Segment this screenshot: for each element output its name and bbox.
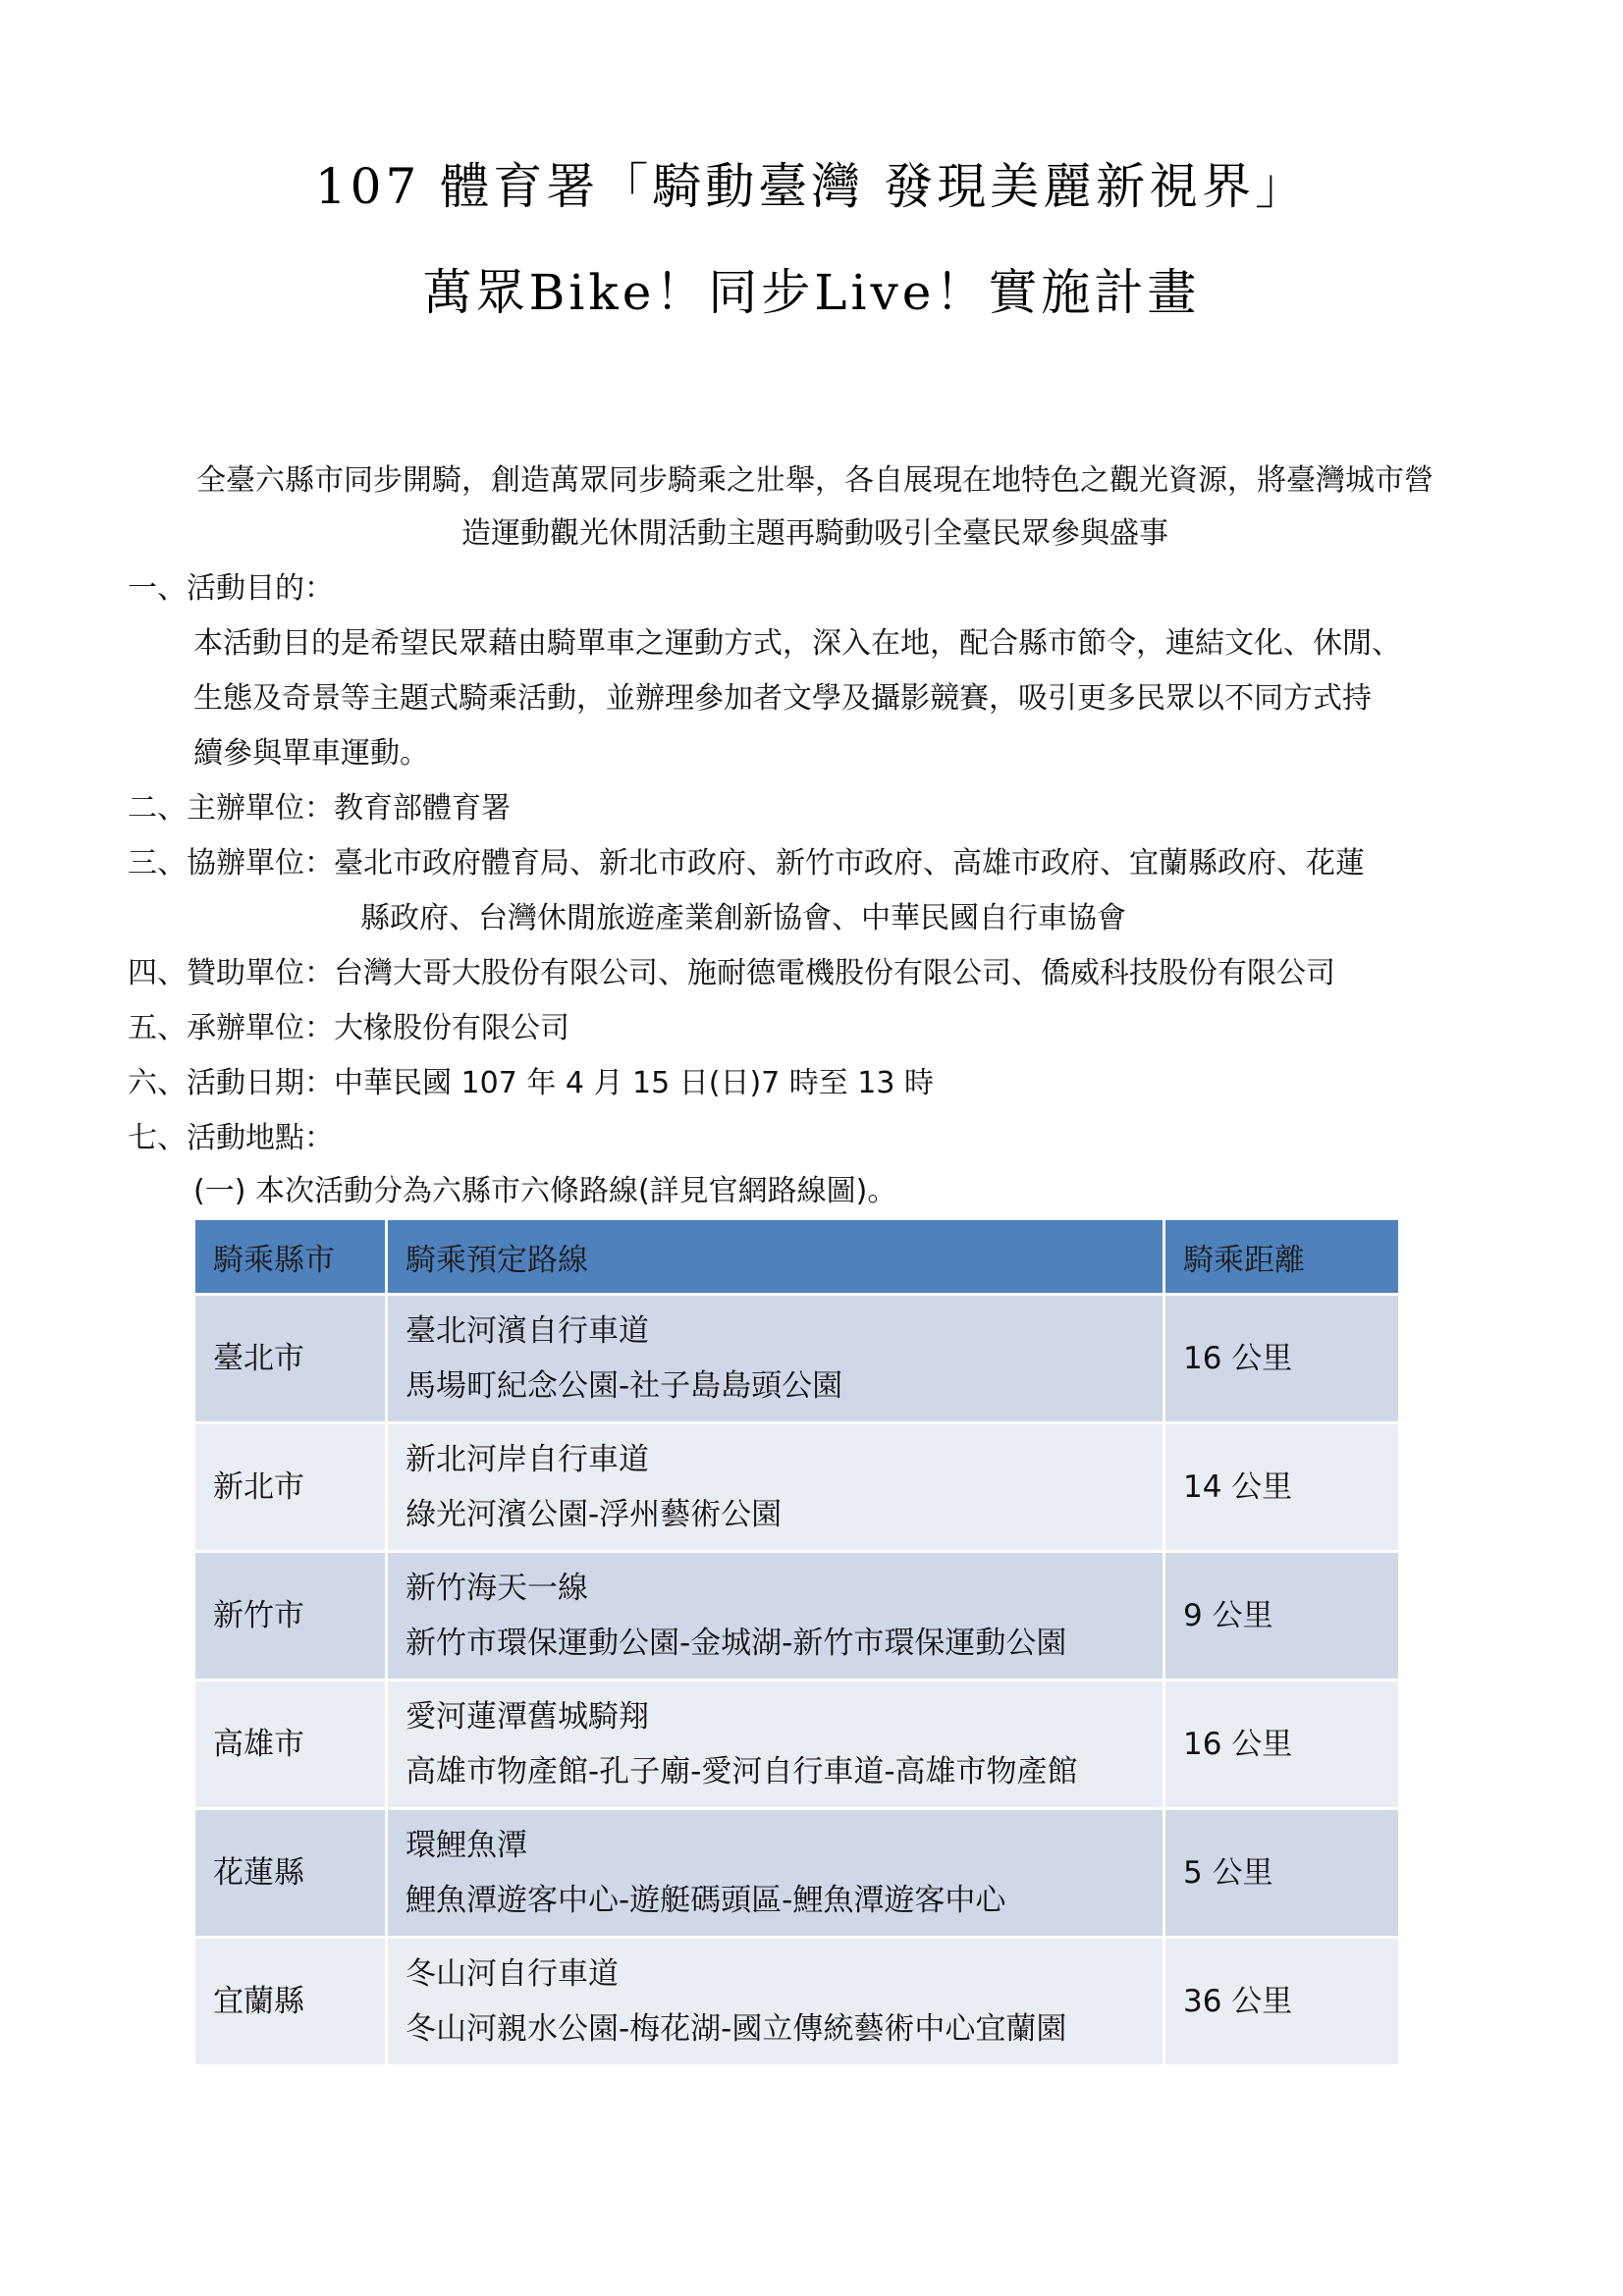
table-row — [194, 1681, 1400, 1809]
section-purpose-heading: 一、活動目的： — [128, 571, 334, 606]
cell-route — [387, 1552, 1164, 1681]
route-name: 臺北河濱自行車道 — [406, 1313, 649, 1349]
table-row — [194, 1809, 1400, 1938]
section-location-sub-1: (一) 本次活動分為六縣市六條路線(詳見官網路線圖)。 — [193, 1174, 897, 1208]
cell-route — [387, 1681, 1164, 1809]
route-path: 馬場町紀念公園-社子島島頭公園 — [406, 1368, 843, 1404]
table-row — [194, 1552, 1400, 1681]
cell-route — [387, 1938, 1164, 2066]
section-purpose-body-1: 本活動目的是希望民眾藉由騎單車之運動方式，深入在地，配合縣市節令，連結文化、休閒、 — [193, 626, 1401, 661]
section-sponsor: 四、贊助單位：台灣大哥大股份有限公司、施耐德電機股份有限公司、僑威科技股份有限公司 — [128, 956, 1335, 990]
cell-city: 宜蘭縣 — [194, 1938, 387, 2066]
route-name: 新竹海天一線 — [406, 1571, 588, 1606]
header-route: 騎乘預定路線 — [387, 1219, 1164, 1295]
cell-city: 臺北市 — [194, 1295, 387, 1423]
table-row — [194, 1938, 1400, 2066]
cell-distance: 36 公里 — [1164, 1938, 1400, 2066]
cell-city: 新竹市 — [194, 1552, 387, 1681]
cell-route — [387, 1423, 1164, 1552]
route-path: 鯉魚潭遊客中心-遊艇碼頭區-鯉魚潭遊客中心 — [406, 1883, 1006, 1918]
section-location-heading: 七、活動地點： — [128, 1121, 334, 1155]
cell-distance: 5 公里 — [1164, 1809, 1400, 1938]
cell-distance: 14 公里 — [1164, 1423, 1400, 1552]
cell-route — [387, 1809, 1164, 1938]
cell-distance: 16 公里 — [1164, 1681, 1400, 1809]
document-title-line-2: 萬眾Bike！同步Live！實施計畫 — [422, 264, 1201, 321]
intro-line-1: 全臺六縣市同步開騎，創造萬眾同步騎乘之壯舉，各自展現在地特色之觀光資源，將臺灣城市營 — [196, 463, 1434, 498]
table-row — [194, 1295, 1400, 1423]
cell-distance: 16 公里 — [1164, 1295, 1400, 1423]
route-name: 愛河蓮潭舊城騎翔 — [406, 1699, 649, 1735]
cell-route — [387, 1295, 1164, 1423]
cell-distance: 9 公里 — [1164, 1552, 1400, 1681]
cell-city: 新北市 — [194, 1423, 387, 1552]
table-row — [194, 1423, 1400, 1552]
header-distance: 騎乘距離 — [1164, 1219, 1400, 1295]
route-path: 新竹市環保運動公園-金城湖-新竹市環保運動公園 — [406, 1626, 1067, 1661]
route-path: 高雄市物產館-孔子廟-愛河自行車道-高雄市物產館 — [406, 1754, 1078, 1789]
route-path: 冬山河親水公園-梅花湖-國立傳統藝術中心宜蘭園 — [406, 2011, 1067, 2047]
cell-city: 花蓮縣 — [194, 1809, 387, 1938]
route-name: 環鯉魚潭 — [406, 1828, 527, 1863]
section-co-organizer-line-2: 縣政府、台灣休閒旅遊產業創新協會、中華民國自行車協會 — [360, 901, 1126, 935]
cell-city: 高雄市 — [194, 1681, 387, 1809]
route-name: 冬山河自行車道 — [406, 1956, 619, 1992]
section-organizer: 二、主辦單位：教育部體育署 — [128, 791, 511, 826]
section-co-organizer-line-1: 三、協辦單位：臺北市政府體育局、新北市政府、新竹市政府、高雄市政府、宜蘭縣政府、花蓮 — [128, 846, 1365, 881]
document-title-line-1: 107 體育署「騎動臺灣 發現美麗新視界」 — [314, 158, 1309, 215]
route-path: 綠光河濱公園-浮州藝術公園 — [406, 1497, 783, 1532]
section-executor: 五、承辦單位：大椽股份有限公司 — [128, 1011, 569, 1045]
section-date: 六、活動日期：中華民國 107 年 4 月 15 日(日)7 時至 13 時 — [128, 1066, 935, 1100]
intro-line-2: 造運動觀光休閒活動主題再騎動吸引全臺民眾參與盛事 — [461, 516, 1168, 551]
routes-table-header-row — [194, 1219, 1400, 1295]
section-purpose-body-3: 續參與單車運動。 — [193, 736, 429, 771]
section-purpose-body-2: 生態及奇景等主題式騎乘活動，並辦理參加者文學及攝影競賽，吸引更多民眾以不同方式持 — [193, 681, 1372, 716]
routes-table — [192, 1217, 1401, 2067]
header-city: 騎乘縣市 — [194, 1219, 387, 1295]
route-name: 新北河岸自行車道 — [406, 1442, 649, 1477]
